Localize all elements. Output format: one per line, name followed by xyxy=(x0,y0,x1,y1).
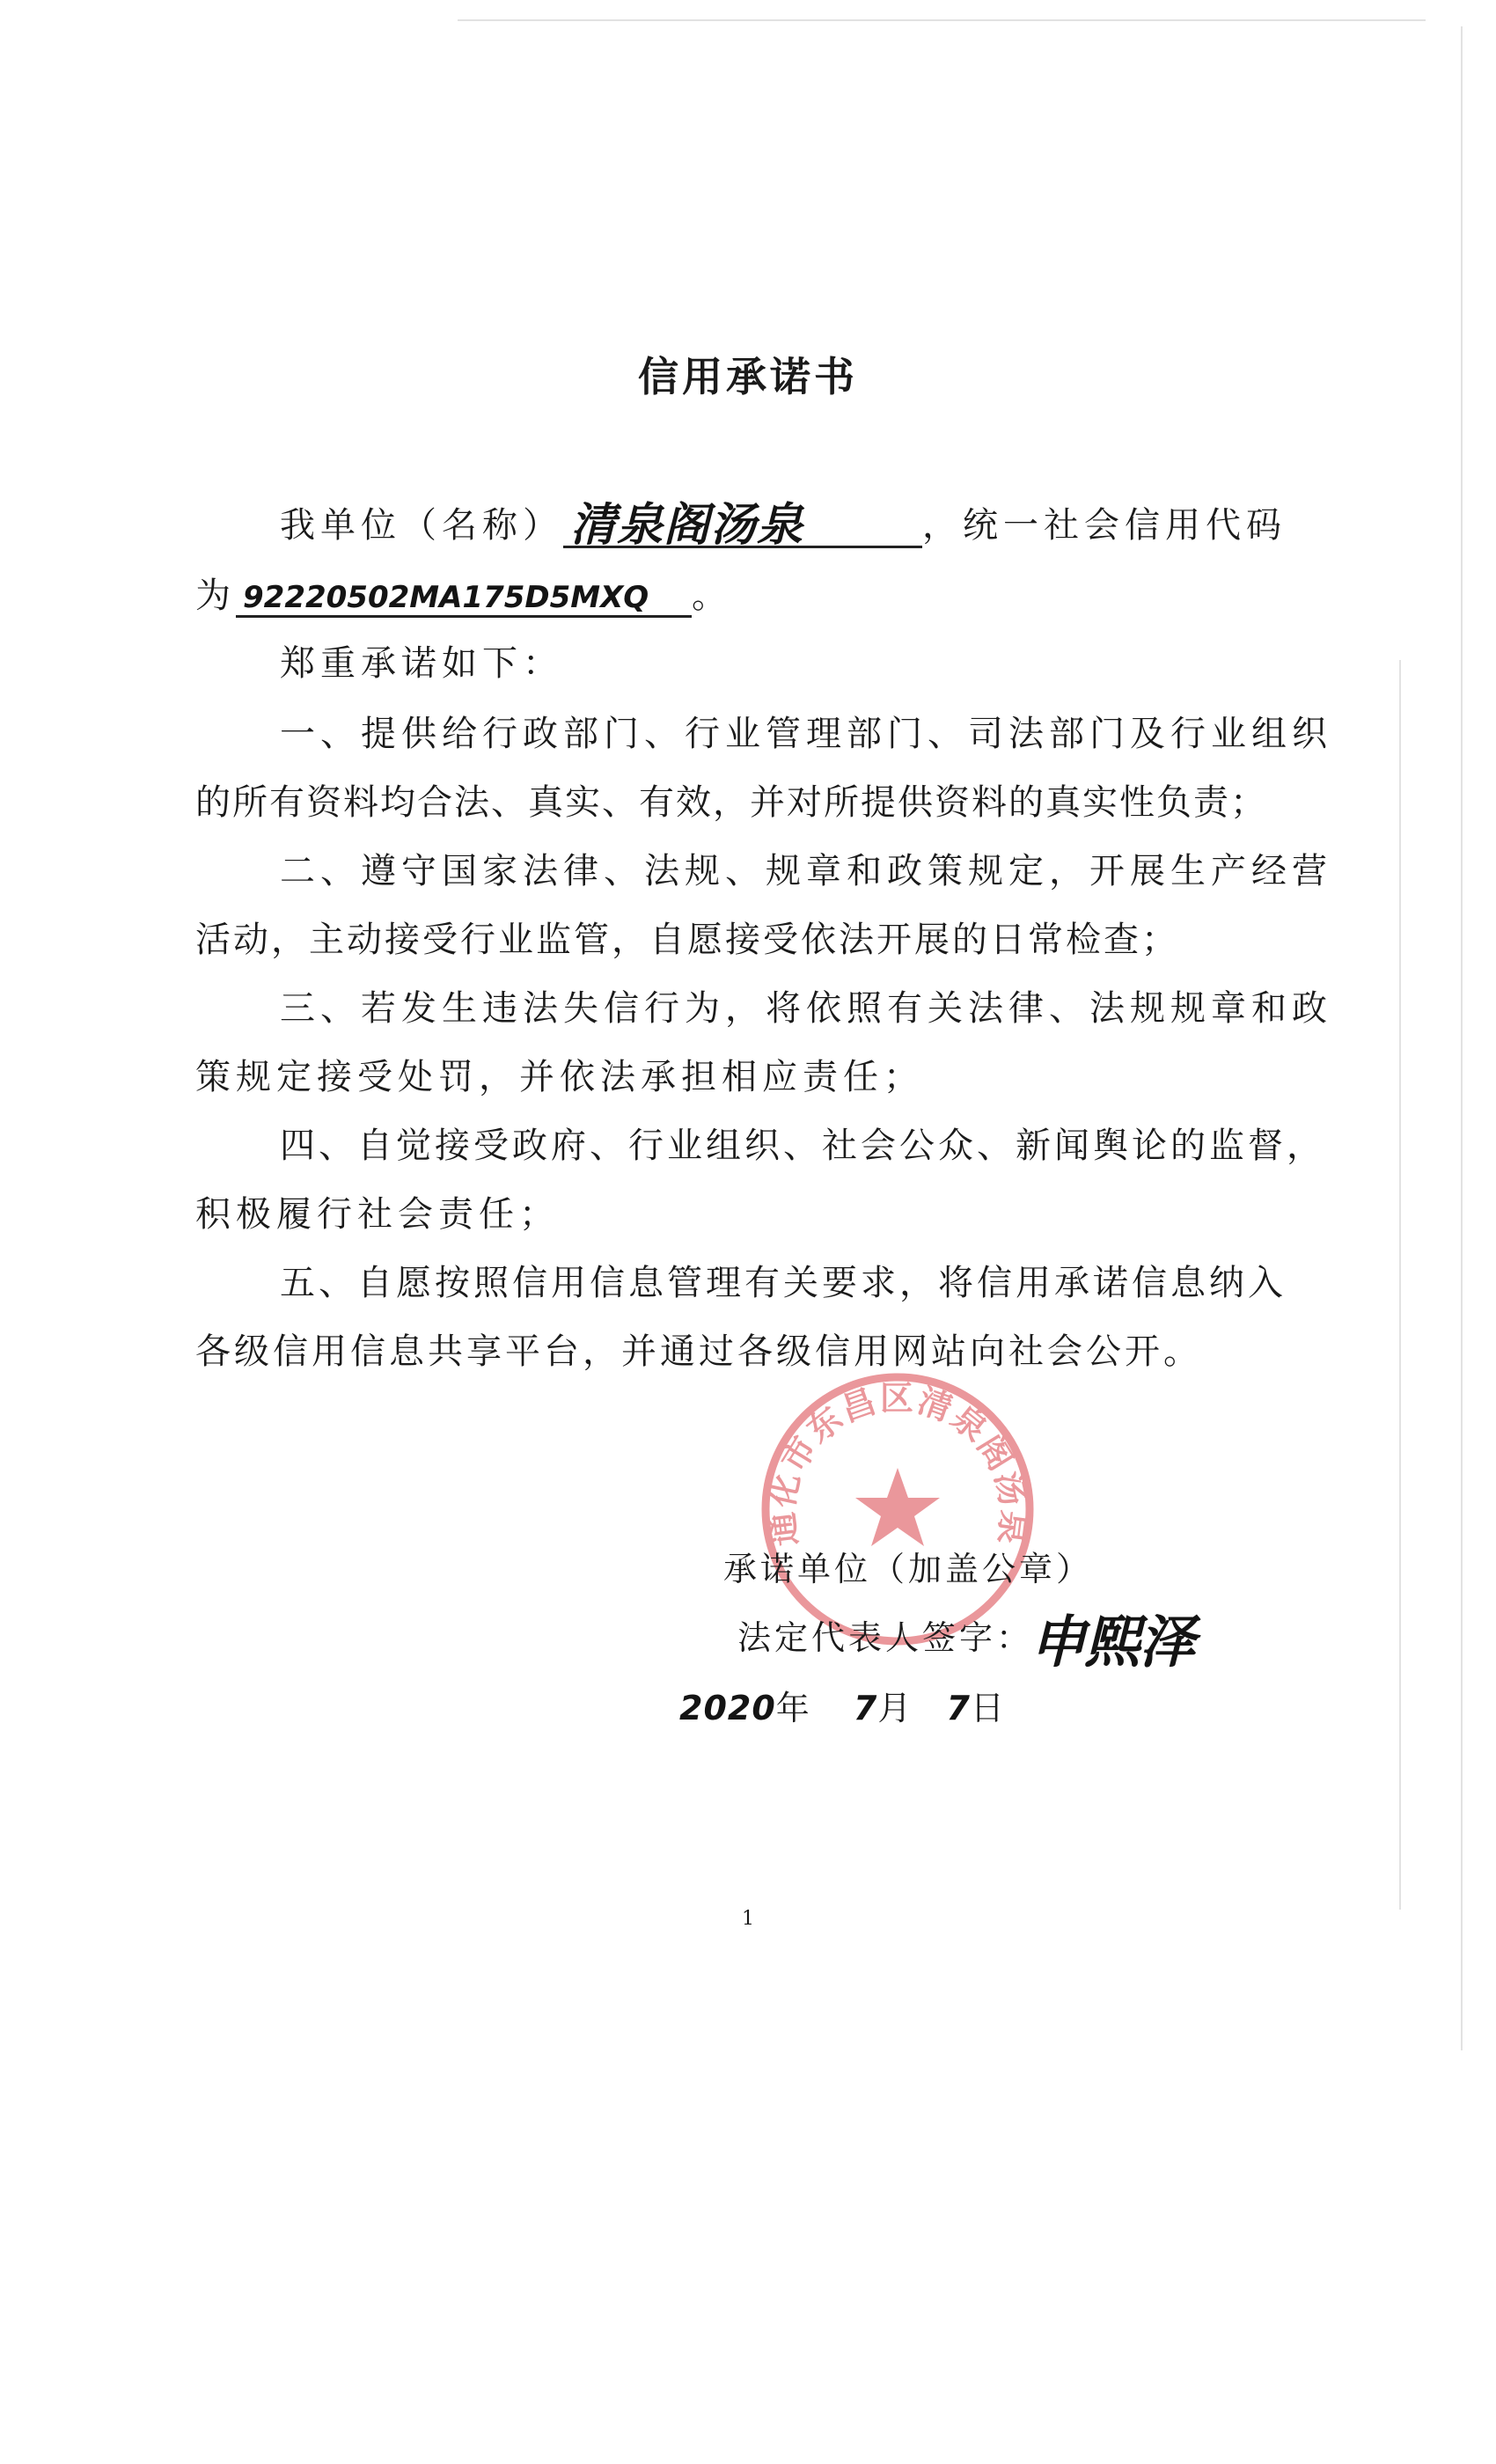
item-4-line-2: 积极履行社会责任； xyxy=(195,1194,560,1235)
credit-code-field: 92220502MA175D5MXQ xyxy=(236,580,692,618)
date-year: 2020 xyxy=(679,1689,776,1727)
item-2-line-2: 活动，主动接受行业监管，自愿接受依法开展的日常检查； xyxy=(195,920,1179,960)
legal-rep-label: 法定代表人签字： xyxy=(737,1618,1034,1657)
code-prefix: 为 xyxy=(195,576,236,616)
pledge-lead: 郑重承诺如下： xyxy=(280,643,563,684)
seal-text: 通化市东昌区清泉阁汤泉 xyxy=(760,1378,1035,1549)
item-5-line-2: 各级信用信息共享平台，并通过各级信用网站向社会公开。 xyxy=(195,1331,1202,1372)
item-5-line-1: 五、自愿按照信用信息管理有关要求，将信用承诺信息纳入 xyxy=(280,1263,1287,1303)
date-row xyxy=(679,1681,1008,1729)
date-day-unit: 日 xyxy=(970,1689,1008,1727)
legal-rep-row xyxy=(737,1610,1033,1659)
date-day: 7 xyxy=(946,1689,971,1727)
code-line xyxy=(195,568,1304,618)
signature: 申熙泽 xyxy=(1030,1610,1193,1676)
item-1-line-1: 一、提供给行政部门、行业管理部门、司法部门及行业组织 xyxy=(280,714,1332,754)
intro-prefix: 我单位（名称） xyxy=(280,505,563,546)
item-2-line-1: 二、遵守国家法律、法规、规章和政策规定，开展生产经营 xyxy=(280,851,1332,891)
scan-edge-right-outer xyxy=(1461,26,1463,2050)
date-month: 7 xyxy=(853,1689,878,1727)
item-1-line-2: 的所有资料均合法、真实、有效，并对所提供资料的真实性负责； xyxy=(195,782,1267,823)
page-title: 信用承诺书 xyxy=(638,353,858,400)
seal-star-icon xyxy=(855,1468,940,1546)
date-month-unit: 月 xyxy=(877,1689,915,1727)
code-suffix: 。 xyxy=(692,576,732,616)
intro-suffix: ，统一社会信用代码 xyxy=(922,505,1287,546)
signing-unit: 承诺单位（加盖公章） xyxy=(723,1550,1094,1588)
scan-edge-top xyxy=(458,19,1426,21)
date-year-unit: 年 xyxy=(775,1689,813,1727)
item-3-line-1: 三、若发生违法失信行为，将依照有关法律、法规规章和政 xyxy=(280,988,1332,1029)
item-3-line-2: 策规定接受处罚，并依法承担相应责任； xyxy=(195,1057,924,1097)
item-4-line-1: 四、自觉接受政府、行业组织、社会公众、新闻舆论的监督， xyxy=(280,1126,1325,1166)
intro-line xyxy=(280,497,1304,552)
company-name-field: 清泉阁汤泉 xyxy=(563,505,922,548)
scan-edge-right xyxy=(1399,660,1401,1910)
page-number: 1 xyxy=(742,1908,754,1930)
